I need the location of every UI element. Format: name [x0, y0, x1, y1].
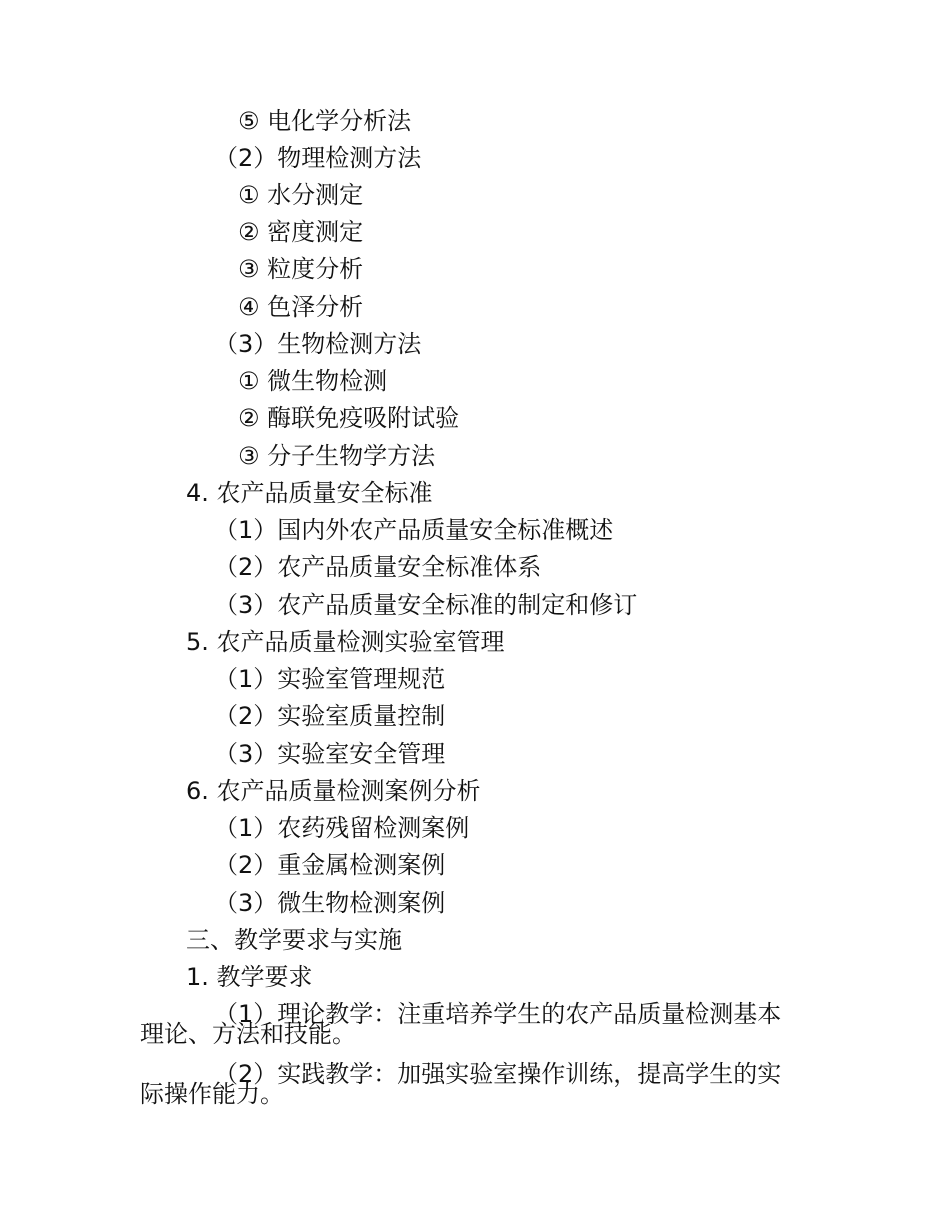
text-line: （3）实验室安全管理 — [214, 740, 446, 768]
text-line: （3）生物检测方法 — [214, 330, 422, 358]
text-line: ③ 粒度分析 — [238, 255, 364, 283]
section-heading: 6. 农产品质量检测案例分析 — [186, 777, 481, 805]
text-line: ① 微生物检测 — [238, 367, 388, 395]
text-line: （1）国内外农产品质量安全标准概述 — [214, 516, 614, 544]
text-line: ① 水分测定 — [238, 181, 364, 209]
paragraph-line: 理论、方法和技能。 — [140, 1020, 356, 1048]
section-heading: 4. 农产品质量安全标准 — [186, 479, 433, 507]
text-line: （3）农产品质量安全标准的制定和修订 — [214, 591, 638, 619]
text-line: （1）实验室管理规范 — [214, 665, 446, 693]
chapter-heading: 三、教学要求与实施 — [186, 926, 402, 954]
text-line: （2）农产品质量安全标准体系 — [214, 553, 542, 581]
section-heading: 1. 教学要求 — [186, 963, 313, 991]
paragraph-line: （2）实践教学：加强实验室操作训练，提高学生的实 — [214, 1060, 782, 1088]
text-line: （2）物理检测方法 — [214, 144, 422, 172]
text-line: （3）微生物检测案例 — [214, 889, 446, 917]
section-heading: 5. 农产品质量检测实验室管理 — [186, 628, 505, 656]
text-line: ② 酶联免疫吸附试验 — [238, 404, 460, 432]
text-line: ⑤ 电化学分析法 — [238, 107, 412, 135]
text-line: ③ 分子生物学方法 — [238, 442, 436, 470]
text-line: （2）重金属检测案例 — [214, 851, 446, 879]
text-line: ② 密度测定 — [238, 218, 364, 246]
text-line: ④ 色泽分析 — [238, 293, 364, 321]
paragraph-line: 际操作能力。 — [140, 1080, 284, 1108]
text-line: （1）农药残留检测案例 — [214, 814, 470, 842]
text-line: （2）实验室质量控制 — [214, 702, 446, 730]
paragraph-line: （1）理论教学：注重培养学生的农产品质量检测基本 — [214, 1000, 782, 1028]
